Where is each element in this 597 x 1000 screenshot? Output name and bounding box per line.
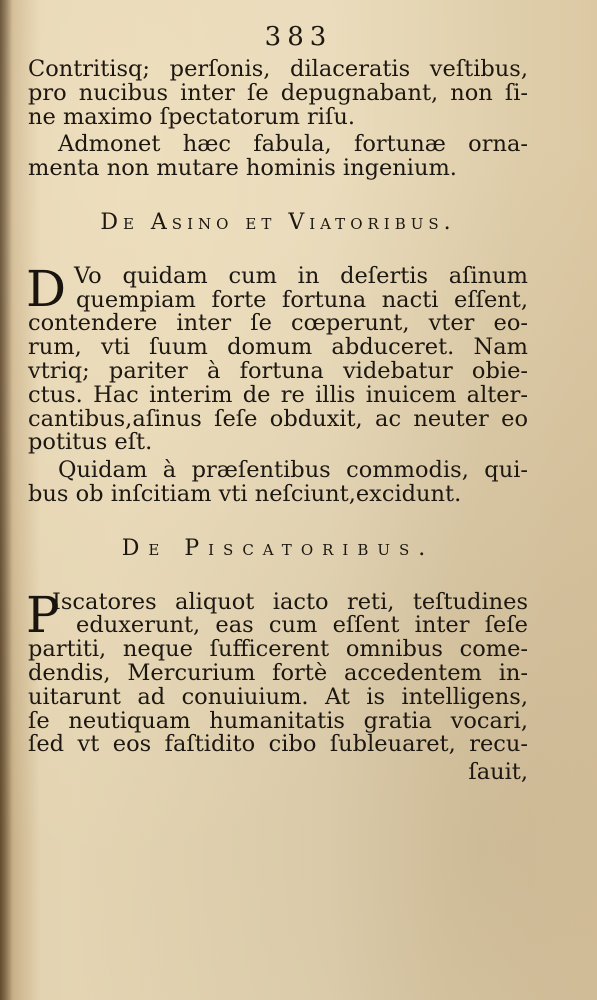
page-text (28, 58, 528, 785)
text-line: ne maximo ſpectatorum riſu. (28, 103, 355, 130)
text-line: contendere inter ſe cœperunt, vter eo- (28, 310, 528, 337)
moral-1 (28, 133, 528, 181)
fable-2 (26, 259, 528, 456)
text-line: Contritisq; perſonis, dilaceratis veſtibus, (28, 56, 528, 82)
text-line: dendis, Mercurium fortè accedentem in- (28, 659, 528, 686)
text-line: ctus. Hac interim de re illis inuicem alter- (28, 381, 528, 408)
fable-3 (26, 585, 528, 758)
text-line: rum, vti ſuum domum abduceret. Nam (28, 334, 528, 361)
text-line: menta non mutare hominis ingenium. (28, 155, 457, 182)
text-line: Vo quidam cum in deſertis aſinum (74, 262, 528, 289)
text-line: eduxerunt, eas cum eſſent inter ſeſe (76, 612, 528, 639)
fable-heading-asino: De Asino et Viatoribus. (100, 209, 456, 235)
text-line: pro nucibus inter ſe depugnabant, non ſi- (28, 79, 528, 106)
text-line: ſed vt eos faſtidito cibo ſubleuaret, recu- (28, 731, 528, 758)
text-line: ſe neutiquam humanitatis gratia vocari, (28, 707, 528, 734)
text-line: quempiam forte fortuna nacti eſſent, (76, 286, 528, 313)
text-line: vtriq; pariter à fortuna videbatur obie- (28, 357, 528, 384)
fable1-ending (28, 58, 528, 129)
spine-shadow (0, 0, 12, 1000)
text-line: Quidam à præſentibus commodis, qui- (58, 457, 528, 484)
drop-cap: P (26, 585, 60, 644)
catchword: ſauit, (468, 759, 528, 786)
drop-cap: D (26, 259, 67, 318)
fable-heading-piscatoribus: De Piscatoribus. (121, 535, 435, 561)
text-line: cantibus,aſinus ſeſe obduxit, ac neuter eo (28, 405, 528, 432)
text-line: Iscatores aliquot iacto reti, teſtudines (52, 588, 528, 615)
moral-2 (28, 459, 528, 507)
text-line: partiti, neque ſufficerent omnibus come- (28, 636, 528, 663)
text-line: potitus eſt. (28, 429, 153, 456)
text-line: Admonet hæc fabula, fortunæ orna- (58, 131, 528, 158)
page-number: 383 (264, 22, 333, 52)
text-line: bus ob inſcitiam vti neſciunt,excidunt. (28, 480, 462, 507)
text-line: uitarunt ad conuiuium. At is intelligens, (28, 683, 528, 710)
